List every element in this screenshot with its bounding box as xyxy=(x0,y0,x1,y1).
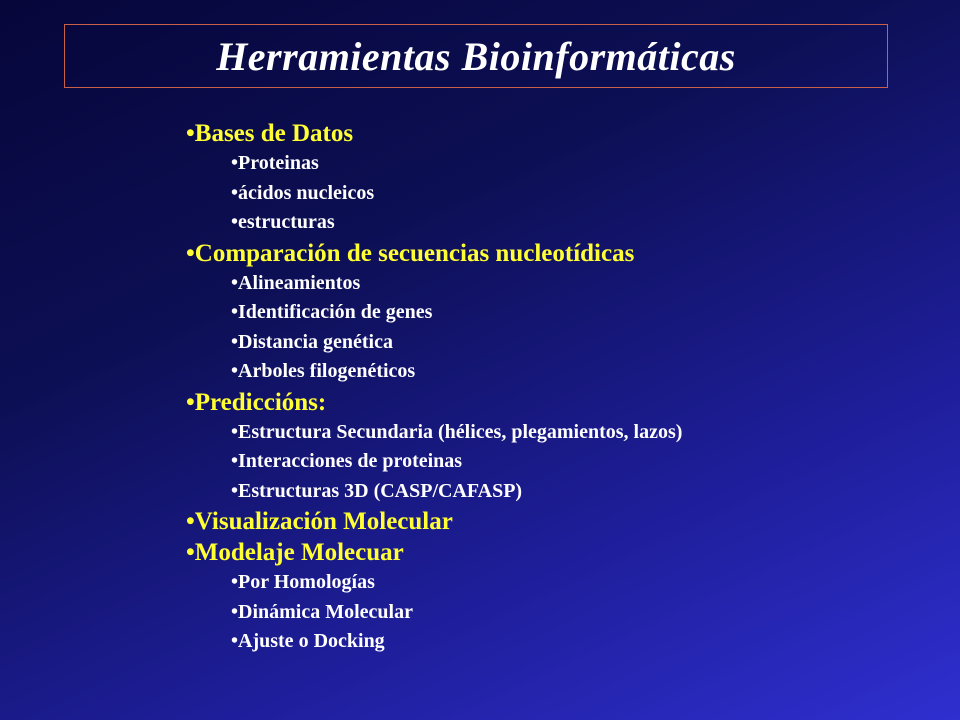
list-item-label: Ajuste o Docking xyxy=(238,630,385,652)
list-item-label: Distancia genética xyxy=(238,330,393,353)
list-item-label: Estructura Secundaria (hélices, plegamientos, lazos) xyxy=(238,420,683,443)
section-label: Modelaje Molecuar xyxy=(194,539,404,566)
section-comparacion xyxy=(186,238,926,269)
bullet-glyph: • xyxy=(231,420,239,443)
bullet-glyph: • xyxy=(186,239,195,267)
bullet-glyph: • xyxy=(231,181,239,204)
bullet-glyph: • xyxy=(231,571,239,593)
list-item xyxy=(186,269,926,299)
list-item xyxy=(186,298,926,328)
bullet-glyph: • xyxy=(186,388,195,416)
list-item xyxy=(186,418,926,448)
list-item-label: Proteinas xyxy=(238,152,319,174)
list-item-label: estructuras xyxy=(238,211,335,233)
section-predicciones xyxy=(186,387,926,418)
section-label: Comparación de secuencias nucleotídicas xyxy=(194,239,635,267)
bullet-glyph: • xyxy=(186,120,195,147)
bullet-list xyxy=(186,118,926,657)
list-item xyxy=(186,149,926,179)
list-item-label: Interacciones de proteinas xyxy=(238,450,463,472)
bullet-glyph: • xyxy=(231,271,239,294)
list-item-label: Alineamientos xyxy=(238,271,361,294)
title-box xyxy=(64,24,888,88)
list-item xyxy=(186,357,926,387)
bullet-glyph: • xyxy=(231,152,239,174)
list-item xyxy=(186,568,926,598)
section-label: Bases de Datos xyxy=(194,120,354,147)
section-modelaje xyxy=(186,537,926,568)
section-visualizacion xyxy=(186,506,926,537)
list-item xyxy=(186,447,926,477)
bullet-glyph: • xyxy=(231,301,239,323)
bullet-glyph: • xyxy=(231,330,239,353)
list-item-label: ácidos nucleicos xyxy=(238,181,375,204)
list-item xyxy=(186,208,926,238)
bullet-glyph: • xyxy=(231,360,239,382)
bullet-glyph: • xyxy=(231,479,239,502)
list-item-label: Dinámica Molecular xyxy=(238,600,413,623)
list-item xyxy=(186,598,926,628)
list-item xyxy=(186,477,926,507)
bullet-glyph: • xyxy=(186,539,195,566)
bullet-glyph: • xyxy=(231,630,239,652)
section-label: Prediccións: xyxy=(194,388,327,416)
bullet-glyph: • xyxy=(231,211,239,233)
list-item xyxy=(186,328,926,358)
list-item-label: Arboles filogenéticos xyxy=(238,360,416,382)
list-item-label: Por Homologías xyxy=(238,571,375,593)
bullet-glyph: • xyxy=(231,600,239,623)
list-item xyxy=(186,179,926,209)
bullet-glyph: • xyxy=(231,450,239,472)
bullet-glyph: • xyxy=(186,508,195,535)
list-item-label: Identificación de genes xyxy=(238,301,433,323)
section-label: Visualización Molecular xyxy=(194,508,453,535)
section-bases-de-datos xyxy=(186,118,926,149)
list-item-label: Estructuras 3D (CASP/CAFASP) xyxy=(238,479,523,502)
slide-title: Herramientas Bioinformáticas xyxy=(216,33,736,79)
list-item xyxy=(186,627,926,657)
